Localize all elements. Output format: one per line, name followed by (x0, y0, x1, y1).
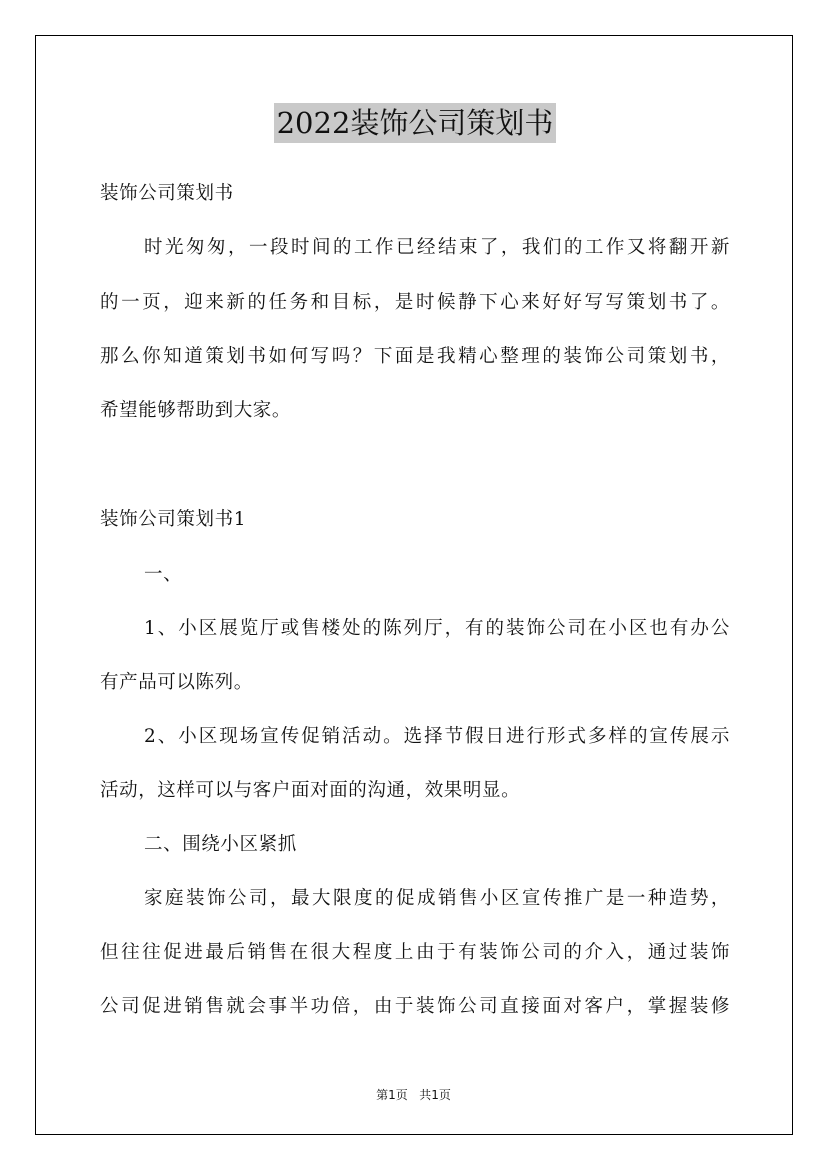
item1-line-2: 有产品可以陈列。 (100, 672, 253, 693)
item1-line-1: 1、小区展览厅或售楼处的陈列厅，有的装饰公司在小区也有办公 (144, 618, 730, 639)
title-wrap (100, 103, 730, 143)
intro-line-3: 那么你知道策划书如何写吗？下面是我精心整理的装饰公司策划书， (100, 346, 730, 367)
page-footer (0, 1086, 827, 1103)
intro-line-1: 时光匆匆，一段时间的工作已经结束了，我们的工作又将翻开新 (144, 237, 730, 258)
para-line-1: 家庭装饰公司，最大限度的促成销售小区宣传推广是一种造势， (144, 888, 730, 909)
part2-heading: 二、围绕小区紧抓 (144, 834, 297, 855)
part1-heading: 一、 (144, 564, 183, 585)
intro-line-2: 的一页，迎来新的任务和目标，是时候静下心来好好写写策划书了。 (100, 292, 730, 313)
intro-line-4: 希望能够帮助到大家。 (100, 400, 292, 421)
para-line-3: 公司促进销售就会事半功倍，由于装饰公司直接面对客户，掌握装修 (100, 996, 730, 1017)
para-line-2: 但往往促进最后销售在很大程度上由于有装饰公司的介入，通过装饰 (100, 942, 730, 963)
page-total: 共1页 (419, 1088, 451, 1102)
document-title: 2022装饰公司策划书 (274, 103, 557, 143)
page-number: 第1页 (376, 1088, 408, 1102)
item2-line-2: 活动，这样可以与客户面对面的沟通，效果明显。 (100, 780, 521, 801)
subtitle: 装饰公司策划书 (100, 183, 234, 204)
item2-line-1: 2、小区现场宣传促销活动。选择节假日进行形式多样的宣传展示 (144, 726, 730, 747)
section1-title: 装饰公司策划书1 (100, 509, 247, 530)
